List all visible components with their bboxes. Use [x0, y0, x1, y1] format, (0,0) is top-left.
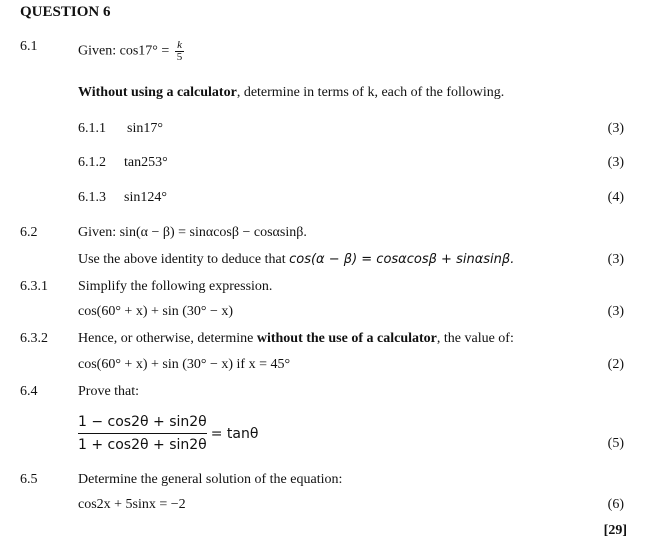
q6-5-expr: cos2x + 5sinx = −2: [78, 497, 186, 512]
q6-3-2-mark: (2): [607, 357, 624, 372]
q6-1-instruction-bold: Without using a calculator: [78, 85, 237, 100]
q6-2-deduce: [78, 252, 514, 268]
q6-4-text: Prove that:: [78, 384, 140, 399]
q6-5-mark: (6): [607, 497, 624, 512]
q6-1-instruction-rest: , determine in terms of k, each of the following.: [236, 85, 505, 100]
q6-1-3-expr: sin124°: [124, 190, 167, 205]
q6-1-1-number: 6.1.1: [78, 121, 106, 136]
q6-1-2-number: 6.1.2: [78, 155, 106, 170]
q6-3-2-text-prefix: Hence, or otherwise, determine: [78, 331, 257, 346]
q6-2-deduce-expr: cos(α − β) = cosαcosβ + sinαsinβ.: [289, 252, 515, 267]
q6-2-deduce-prefix: Use the above identity to deduce that: [78, 252, 286, 267]
q6-1-3-mark: (4): [607, 190, 624, 205]
q6-3-1-mark: (3): [607, 304, 624, 319]
q6-1-given-prefix: Given: cos17° =: [78, 43, 170, 59]
q6-4-denominator: 1 + cos2θ + sin2θ: [78, 437, 207, 453]
q6-3-1-text: Simplify the following expression.: [78, 279, 273, 294]
question-title: QUESTION 6: [20, 4, 111, 20]
q6-3-2-text: [78, 331, 514, 347]
q6-1-2-expr: tan253°: [124, 155, 168, 170]
q6-4-equation: [78, 414, 258, 453]
q6-3-1-number: 6.3.1: [20, 279, 48, 294]
q6-4-number: 6.4: [20, 384, 38, 399]
q6-1-2-mark: (3): [607, 155, 624, 170]
q6-4-mark: (5): [607, 436, 624, 451]
q6-1-3-number: 6.1.3: [78, 190, 106, 205]
q6-3-2-text-suffix: , the value of:: [436, 331, 514, 346]
q6-1-1-mark: (3): [607, 121, 624, 136]
q6-1-fraction-numerator: k: [175, 40, 185, 52]
q6-1-fraction-denominator: 5: [176, 51, 183, 63]
q6-3-1-expr: cos(60° + x) + sin (30° − x): [78, 304, 234, 319]
q6-1-number: 6.1: [20, 39, 38, 54]
q6-3-2-expr: cos(60° + x) + sin (30° − x) if x = 45°: [78, 357, 291, 372]
q6-3-2-number: 6.3.2: [20, 331, 48, 346]
q6-4-numerator: 1 − cos2θ + sin2θ: [78, 414, 207, 434]
q6-4-rhs: = tanθ: [210, 425, 259, 442]
q6-1-1-expr: sin17°: [127, 121, 163, 136]
q6-5-text: Determine the general solution of the equation:: [78, 472, 343, 487]
q6-1-fraction: [175, 40, 185, 63]
q6-2-given: Given: sin(α − β) = sinαcosβ − cosαsinβ.: [78, 225, 307, 240]
q6-2-mark: (3): [607, 252, 624, 267]
q6-2-number: 6.2: [20, 225, 38, 240]
q6-4-fraction: [78, 414, 207, 453]
q6-1-instruction: [78, 85, 504, 101]
q6-5-number: 6.5: [20, 472, 38, 487]
question-total: [29]: [603, 523, 627, 538]
q6-3-2-text-bold: without the use of a calculator: [256, 331, 437, 346]
q6-1-given: [78, 40, 184, 63]
